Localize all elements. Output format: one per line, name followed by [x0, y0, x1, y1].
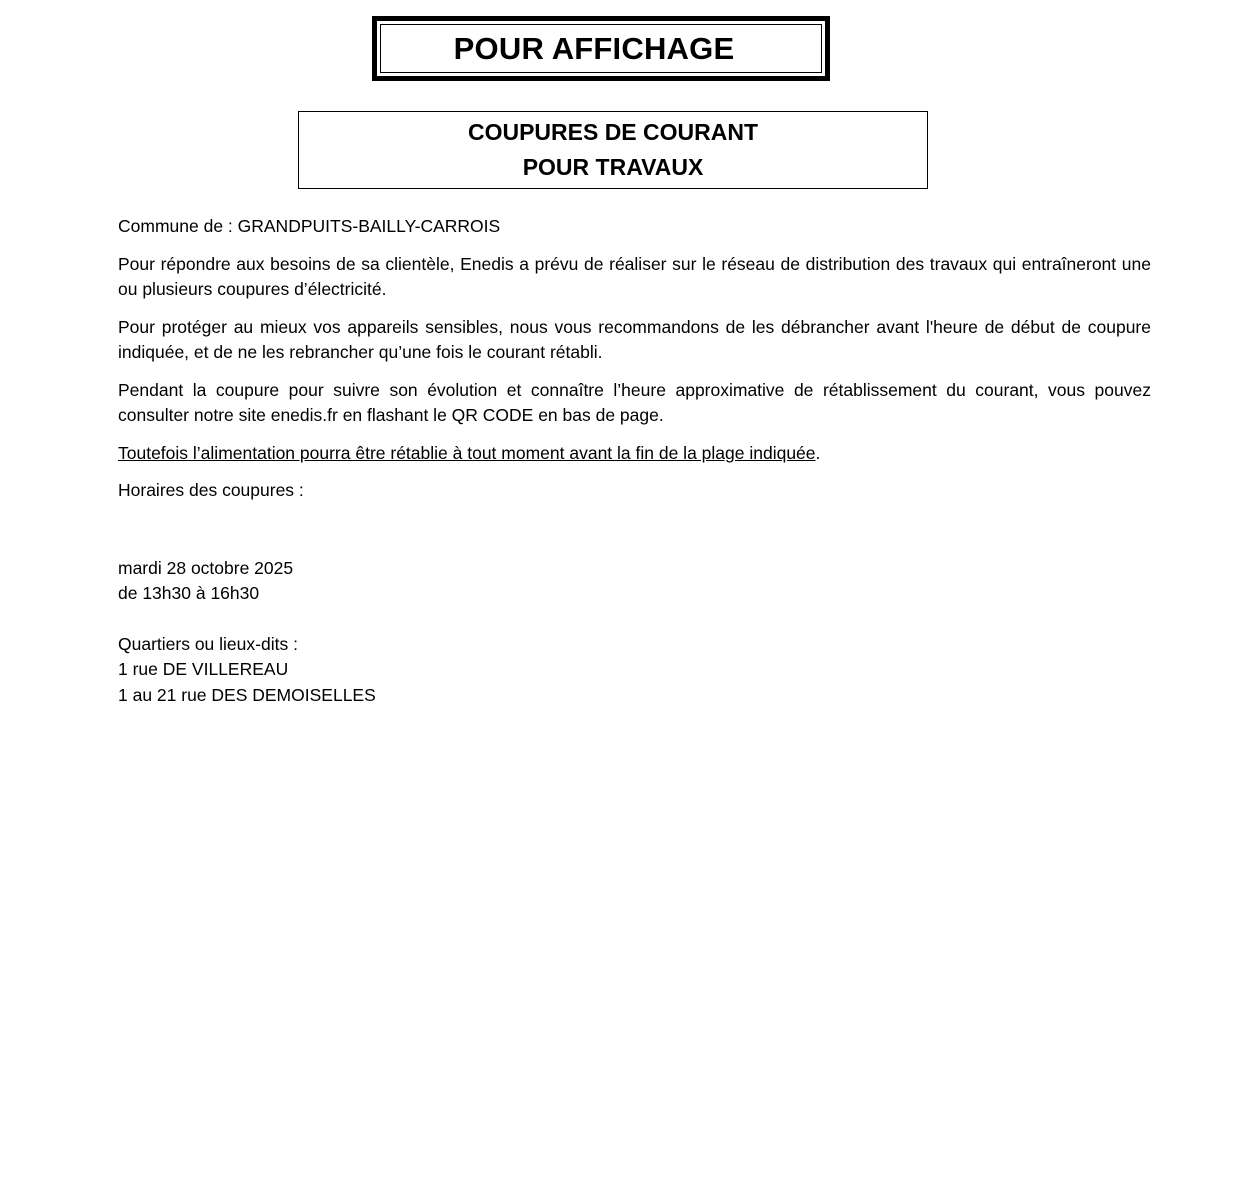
commune-line: Commune de : GRANDPUITS-BAILLY-CARROIS: [118, 216, 501, 236]
title-box: [298, 111, 928, 189]
notice-end: .: [815, 442, 821, 463]
paragraph-follow: Pendant la coupure pour suivre son évolution et connaître l’heure approximative de rétablissement du courant, vous pouvez consulter notre site enedis.fr en flashant le QR CODE en bas de page.: [118, 379, 1151, 425]
schedule-label: Horaires des coupures :: [118, 480, 304, 500]
spacer: [118, 516, 1151, 556]
title-line-2: POUR TRAVAUX: [522, 154, 704, 180]
notice-underlined: Toutefois l’alimentation pourra être rétablie à tout moment avant la fin de la plage indiquée: [118, 442, 816, 463]
header-label: POUR AFFICHAGE: [380, 24, 822, 73]
places-label: Quartiers ou lieux-dits :: [118, 633, 298, 654]
spacer: [118, 607, 1151, 632]
paragraph-need: Pour répondre aux besoins de sa clientèle, Enedis a prévu de réaliser sur le réseau de distribution des travaux qui entraîneront une ou plusieurs coupures d’électricité.: [118, 253, 1151, 299]
schedule-block: [118, 556, 1151, 607]
place-item: 1 rue DE VILLEREAU: [118, 659, 289, 679]
header-frame: [372, 16, 830, 81]
schedule-time: de 13h30 à 16h30: [118, 583, 260, 603]
schedule-date: mardi 28 octobre 2025: [118, 557, 294, 578]
paragraph-protect: Pour protéger au mieux vos appareils sensibles, nous vous recommandons de les débrancher avant l'heure de début de coupure indiquée, et de ne les rebrancher qu’une fois le courant rétabli.: [118, 316, 1151, 362]
paragraph-notice: [118, 441, 1151, 467]
notice-body: [118, 214, 1151, 708]
places-block: [118, 632, 1151, 709]
title-line-1: COUPURES DE COURANT: [467, 119, 759, 145]
place-item: 1 au 21 rue DES DEMOISELLES: [118, 684, 376, 705]
